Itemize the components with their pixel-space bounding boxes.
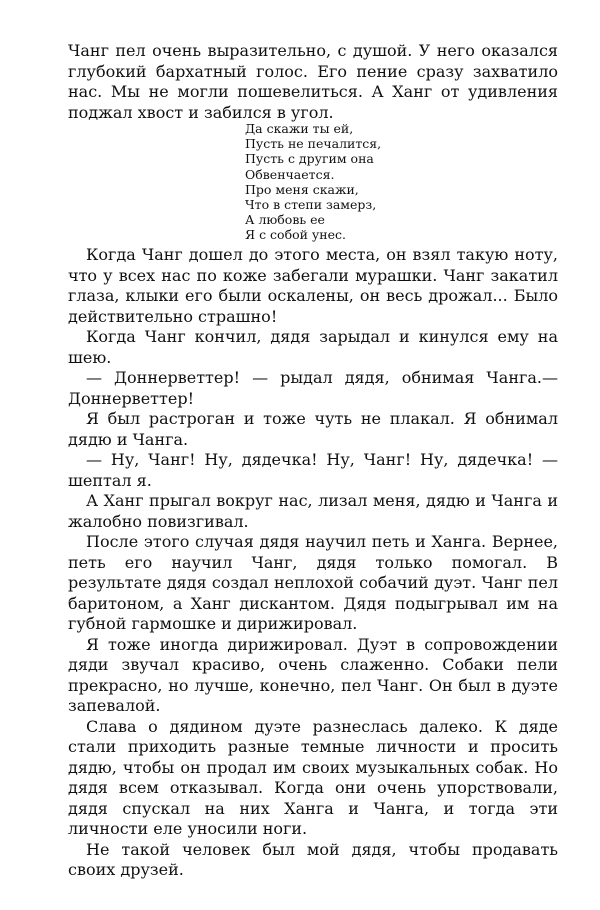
opening-text [68, 41, 558, 123]
verse-line: Что в степи замерз, [245, 197, 377, 213]
paragraph: Слава о дядином дуэте разнеслась далеко. К дяде стали приходить разные темные личности и просить дядю, чтобы он продал им своих музыкальных собак. Но дядя всем отказывал. Когда они очень упорствовали, дядя спускал на них Ханга и Чанга, и тогда эти личности еле уносили ноги. [68, 716, 558, 838]
paragraph: А Ханг прыгал вокруг нас, лизал меня, дядю и Чанга и жалобно повизгивал. [68, 491, 558, 531]
verse-line: Пусть не печалится, [245, 136, 382, 152]
paragraph: — Доннерветтер! — рыдал дядя, обнимая Чанга.— Доннерветтер! [68, 368, 558, 408]
verse-line: Про меня скажи, [245, 181, 359, 197]
verse-line: Пусть с другим она [245, 151, 374, 167]
paragraph: Когда Чанг дошел до этого места, он взял такую ноту, что у всех нас по коже забегали мурашки. Чанг закатил глаза, клыки его были оскалены, он весь дрожал... Было действительно страшно! [68, 245, 558, 326]
paragraph: Чанг пел очень выразительно, с душой. У него оказался глубокий бархатный голос. Его пение сразу захватило нас. Мы не могли пошевелиться. А Ханг от удивления поджал хвост и забился в угол. [68, 41, 558, 122]
continuation-text [68, 245, 558, 881]
verse-line: Я с собой унес. [245, 227, 346, 243]
verse-line: Обвенчается. [245, 166, 335, 182]
paragraph: Не такой человек был мой дядя, чтобы продавать своих друзей. [68, 839, 558, 879]
paragraph: Я тоже иногда дирижировал. Дуэт в сопровождении дяди звучал красиво, очень слаженно. Собаки пели прекрасно, но лучше, конечно, пел Чанг. Он был в дуэте запевалой. [68, 634, 558, 715]
paragraph: Я был растроган и тоже чуть не плакал. Я обнимал дядю и Чанга. [68, 409, 558, 449]
paragraph: После этого случая дядя научил петь и Ханга. Вернее, петь его научил Чанг, дядя только помогал. В результате дядя создал неплохой собачий дуэт. Чанг пел баритоном, а Ханг дискантом. Дядя подыгрывал им на губной гармошке и дирижировал. [68, 532, 558, 633]
paragraph: Когда Чанг кончил, дядя зарыдал и кинулся ему на шею. [68, 327, 558, 367]
verse-line: Да скажи ты ей, [245, 121, 354, 136]
verse-line: А любовь ее [245, 212, 325, 228]
song-verse [245, 121, 381, 243]
paragraph: — Ну, Чанг! Ну, дядечка! Ну, Чанг! Ну, дядечка! — шептал я. [68, 450, 558, 490]
